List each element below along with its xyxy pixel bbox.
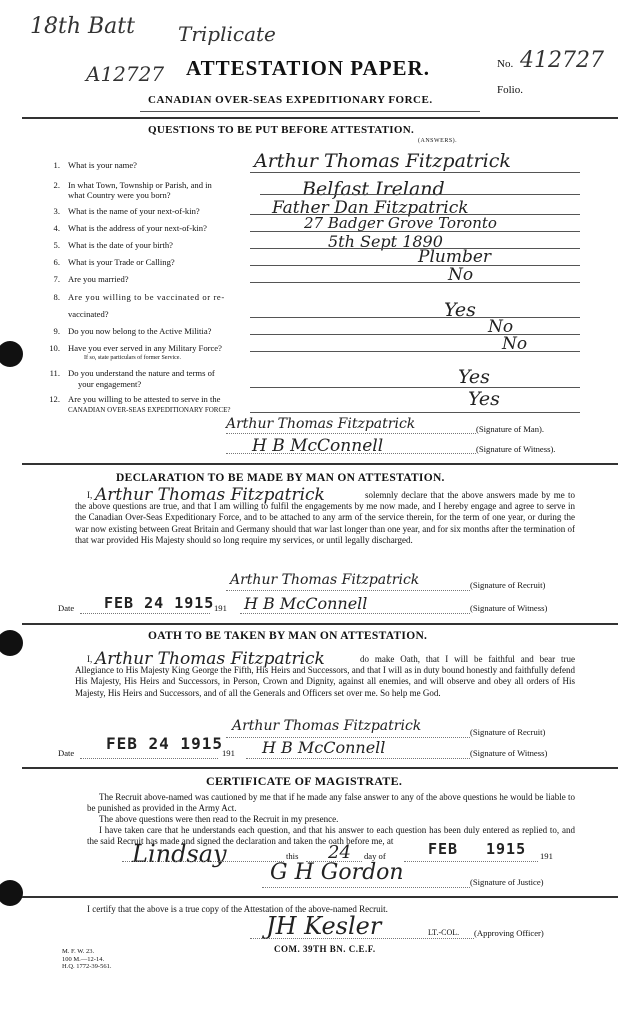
- question-text: Have you ever served in any Military Force?: [68, 343, 222, 353]
- question-text: Do you understand the nature and terms of: [68, 368, 215, 378]
- question-text: What is the name of your next-of-kin?: [68, 206, 200, 216]
- declaration-signature-witness: H B McConnell: [244, 594, 368, 613]
- oath-witness-label: (Signature of Witness): [470, 748, 548, 758]
- oath-name: Arthur Thomas Fitzpatrick: [95, 649, 325, 669]
- magistrate-paragraph-1: The Recruit above-named was cautioned by me that if he made any false answer to any of the above questions he would be liable to be punished as provided in the Army Act.: [87, 792, 575, 814]
- declaration-year-suffix: 191: [214, 603, 227, 613]
- regimental-number: A12727: [86, 62, 165, 86]
- magistrate-signature: G H Gordon: [270, 860, 404, 885]
- declaration-date-label: Date: [58, 603, 75, 613]
- question-number: 2.: [53, 180, 60, 190]
- answer-military-force: No: [502, 334, 528, 354]
- punch-hole: [0, 341, 23, 367]
- signature-man: Arthur Thomas Fitzpatrick: [226, 416, 416, 432]
- question-text-cont: vaccinated?: [68, 309, 109, 319]
- punch-hole: [0, 630, 23, 656]
- no-label: No.: [497, 58, 514, 70]
- question-text-cont: CANADIAN OVER-SEAS EXPEDITIONARY FORCE?: [68, 406, 231, 414]
- answers-label: (ANSWERS).: [418, 138, 458, 144]
- magistrate-month: FEB: [428, 840, 459, 858]
- question-number: 12.: [49, 394, 60, 404]
- form-title: ATTESTATION PAPER.: [186, 56, 430, 80]
- oath-signature-recruit: Arthur Thomas Fitzpatrick: [232, 718, 422, 734]
- declaration-recruit-label: (Signature of Recruit): [470, 580, 546, 590]
- question-number: 6.: [53, 257, 60, 267]
- question-text: What is your name?: [68, 160, 137, 170]
- certification-text: I certify that the above is a true copy of the Attestation of the above-named Recruit.: [87, 904, 388, 914]
- print-line: 100 M.—12-14.: [62, 955, 105, 963]
- magistrate-this-label: this: [286, 851, 299, 861]
- answer-willing-to-serve: Yes: [468, 388, 500, 410]
- form-code: M. F. W. 23.: [62, 948, 95, 955]
- magistrate-paragraph-3: I have taken care that he understands each question, and that his answer to each question has been duly entered as replied to, and the said Recruit has made and signed the declaration and taken the oath before me, at: [87, 825, 575, 847]
- magistrate-day-of-label: day of: [364, 851, 386, 861]
- signature-witness: H B McConnell: [252, 436, 384, 456]
- oath-lead: I,: [87, 654, 93, 664]
- officer-signature: JH Kesler: [266, 912, 382, 940]
- magistrate-heading: CERTIFICATE OF MAGISTRATE.: [206, 774, 403, 788]
- oath-date-stamp: FEB 24 1915: [106, 734, 223, 753]
- question-text: Are you married?: [68, 274, 129, 284]
- question-text: In what Town, Township or Parish, and in: [68, 180, 212, 190]
- question-text-cont: your engagement?: [78, 379, 142, 389]
- magistrate-year-stamp: 1915: [486, 840, 527, 858]
- battalion-note: 18th Batt: [30, 14, 135, 39]
- magistrate-year-suffix: 191: [540, 851, 553, 861]
- officer-unit: COM. 39TH BN. C.E.F.: [274, 944, 376, 954]
- question-number: 3.: [53, 206, 60, 216]
- oath-text: do make Oath, that I will be faithful and bear true Allegiance to His Majesty King George the Fifth, His Heirs and Successors, and that I will as in duty bound honestly and faithfully defend His Majesty, His Heirs and Successors, in Person, Crown and Dignity, against all enemies, and will observe and obey all orders of His Majesty, His Heirs and Successors, and of all the Generals and Officers set over me. So help me God.: [75, 654, 575, 698]
- question-text-cont: what Country were you born?: [68, 190, 171, 200]
- question-number: 9.: [53, 326, 60, 336]
- answer-name: Arthur Thomas Fitzpatrick: [254, 150, 511, 172]
- footer-codes: [62, 948, 111, 971]
- question-text: What is the address of your next-of-kin?: [68, 223, 207, 233]
- question-note: If so, state particulars of former Service.: [84, 355, 181, 361]
- question-number: 11.: [49, 368, 60, 378]
- answer-birthplace: Belfast Ireland: [302, 178, 445, 200]
- magistrate-signature-label: (Signature of Justice): [470, 877, 544, 887]
- signature-man-label: (Signature of Man).: [476, 424, 545, 434]
- oath-signature-witness: H B McConnell: [262, 738, 386, 757]
- question-text: Are you willing to be vaccinated or re-: [68, 292, 225, 302]
- declaration-signature-recruit: Arthur Thomas Fitzpatrick: [230, 572, 420, 588]
- question-number: 7.: [53, 274, 60, 284]
- declaration-witness-label: (Signature of Witness): [470, 603, 548, 613]
- declaration-heading: DECLARATION TO BE MADE BY MAN ON ATTESTATION.: [116, 472, 445, 484]
- officer-rank: LT.-COL.: [428, 928, 460, 937]
- answer-married: No: [448, 265, 474, 285]
- punch-hole: [0, 880, 23, 906]
- magistrate-day: 24: [328, 842, 351, 863]
- oath-heading: OATH TO BE TAKEN BY MAN ON ATTESTATION.: [148, 630, 428, 642]
- signature-witness-label: (Signature of Witness).: [476, 444, 556, 454]
- declaration-name: Arthur Thomas Fitzpatrick: [95, 485, 325, 505]
- declaration-date-stamp: FEB 24 1915: [104, 594, 215, 612]
- question-text: Are you willing to be attested to serve in the: [68, 394, 221, 404]
- approving-officer-label: (Approving Officer): [474, 928, 544, 938]
- answer-trade: Plumber: [418, 247, 492, 267]
- question-number: 4.: [53, 223, 60, 233]
- answer-militia: No: [488, 317, 514, 337]
- questions-heading: QUESTIONS TO BE PUT BEFORE ATTESTATION.: [148, 124, 415, 136]
- question-number: 8.: [53, 292, 60, 302]
- magistrate-place: Lindsay: [132, 840, 227, 868]
- answer-next-of-kin: Father Dan Fitzpatrick: [272, 198, 469, 218]
- answer-next-of-kin-address: 27 Badger Grove Toronto: [304, 214, 497, 232]
- question-text: What is your Trade or Calling?: [68, 257, 175, 267]
- oath-year-suffix: 191: [222, 748, 235, 758]
- form-subtitle: CANADIAN OVER-SEAS EXPEDITIONARY FORCE.: [148, 94, 433, 106]
- hq-code: H.Q. 1772-39-561.: [62, 963, 112, 970]
- oath-date-label: Date: [58, 748, 75, 758]
- answer-vaccinated: Yes: [444, 299, 476, 321]
- magistrate-paragraph-2: The above questions were then read to the Recruit in my presence.: [99, 814, 339, 824]
- question-text: Do you now belong to the Active Militia?: [68, 326, 212, 336]
- question-number: 5.: [53, 240, 60, 250]
- answer-birth-date: 5th Sept 1890: [328, 232, 443, 251]
- folio-label: Folio.: [497, 84, 523, 96]
- question-number: 1.: [53, 160, 60, 170]
- declaration-text: solemnly declare that the above answers made by me to the above questions are true, and that I am willing to fulfil the engagements by me now made, and I hereby engage and agree to serve in the Canadian Over-Seas Expeditionary Force, and to be attached to any arm of the service therein, for the term of one year, or during the war now existing between Great Britain and Germany should that war last longer than one year, and for six months after the termination of that war provided His Majesty should so long require my services, or until legally discharged.: [75, 490, 575, 545]
- answer-understand-terms: Yes: [458, 366, 490, 388]
- question-number: 10.: [49, 343, 60, 353]
- declaration-lead: I,: [87, 490, 93, 500]
- form-number: 412727: [520, 48, 604, 73]
- oath-recruit-label: (Signature of Recruit): [470, 727, 546, 737]
- triplicate-note: Triplicate: [178, 22, 276, 46]
- question-text: What is the date of your birth?: [68, 240, 174, 250]
